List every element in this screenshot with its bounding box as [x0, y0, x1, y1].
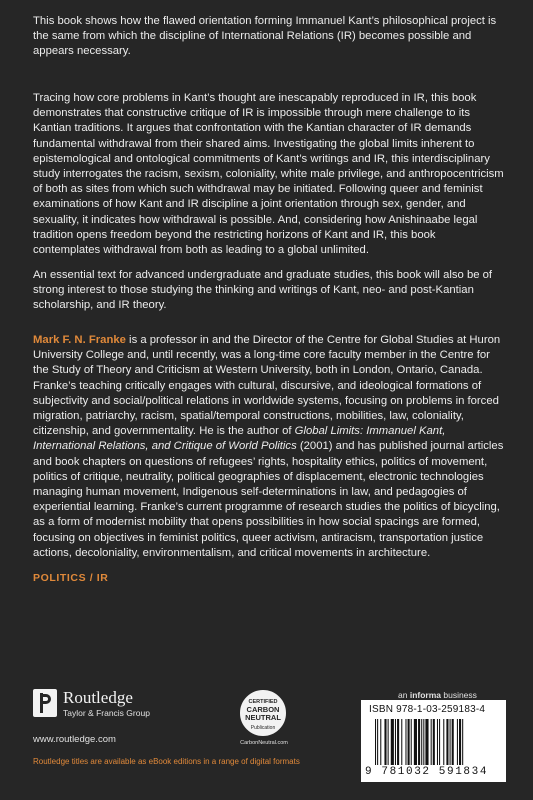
cn-top: CERTIFIED: [248, 699, 278, 705]
subject-category: POLITICS / IR: [33, 572, 109, 584]
cn-main: CARBON NEUTRAL: [245, 705, 281, 722]
ebook-note: Routledge titles are available as eBook editions in a range of digital formats: [33, 757, 300, 766]
isbn-barcode: [361, 700, 506, 782]
cn-bottom: Publication: [250, 725, 276, 731]
publisher-group: Taylor & Francis Group: [63, 708, 150, 718]
carbon-neutral-badge: [232, 690, 296, 748]
bio-text-1: is a professor in and the Director of the Centre for Global Studies at Huron University College and, until recently, was a long-time core faculty member in the Centre for the Study of Theory and Criticism at Western University, both in London, Ontario, Canada. Franke’s teaching critically engages with cultural, discursive, and ideological formations of subjectivity and social/political relations in worldwide systems, focusing on problems in forced migration, patriarchy, racism, spatial/temporal constructions, mobilities, law, coloniality, citizenship, and governmentality. He is the author of: [33, 334, 501, 438]
description-paragraph: Tracing how core problems in Kant’s thought are inescapably reproduced in IR, this book demonstrates that constructive critique of IR is impossible through mere challenge to its Kantian traditions. It argues that confrontation with the Kantian character of IR demands fundamental withdrawal from their shared aims. Investigating the global limits inherent to epistemological and ontological commitments of Kant’s writings and IR, this interdisciplinary study interrogates the racism, sexism, coloniality, white male privilege, and anthropocentricism of both as sites from which such withdrawal may be initiated. Following queer and feminist examinations of how Kant and IR discipline a joint orientation through sex, gender, and sexuality, it indicates how withdrawal is possible. And, considering how Anishinaabe legal tradition opens freedom beyond the restricting horizons of Kant and IR, this book contemplates withdrawal from both as leading to a global unlimited.: [33, 92, 504, 257]
intro-paragraph: This book shows how the flawed orientation forming Immanuel Kant’s philosophical project is the same from which the discipline of International Relations (IR) becomes possible and appears necessary.: [33, 15, 497, 58]
publisher-website[interactable]: www.routledge.com: [33, 734, 116, 745]
informa-business: an informa business: [398, 690, 477, 700]
author-name: Mark F. N. Franke: [33, 334, 126, 346]
routledge-logo-icon: [33, 689, 57, 717]
barcode-bars-icon: [375, 719, 495, 765]
book-title: Global Limits: Immanuel Kant, International Relations, and Critique of World Politics: [33, 425, 446, 453]
publisher-name: Routledge: [63, 688, 133, 707]
author-bio: [33, 333, 505, 561]
cn-url: CarbonNeutral.com: [240, 740, 288, 746]
audience-paragraph: An essential text for advanced undergraduate and graduate studies, this book will also be of strong interest to those studying the thinking and writings of Kant, neo- and post-Kantian scholarship, and IR theory.: [33, 269, 493, 312]
carbon-neutral-icon: [240, 690, 286, 736]
isbn-number: ISBN 978-1-03-259183-4: [369, 704, 486, 715]
barcode-digits: 9 781032 591834: [365, 766, 489, 778]
bio-text-2: (2001) and has published journal articles and book chapters on questions of refugees’ rights, hospitality ethics, politics of movement, politics of critique, neutrality, political geographies of displacement, electronic technologies managing human movement, Indigenous self-determinations in law, and pedagogies of experiential learning. Franke’s current programme of research studies the politics of bicycling, as a form of modernist mobility that opens possibilities in how social spacings are formed, focusing on objectives in feminist politics, queer activism, antiracism, transportation justice actions, decoloniality, environmentalism, and critical movements in architecture.: [33, 440, 504, 559]
